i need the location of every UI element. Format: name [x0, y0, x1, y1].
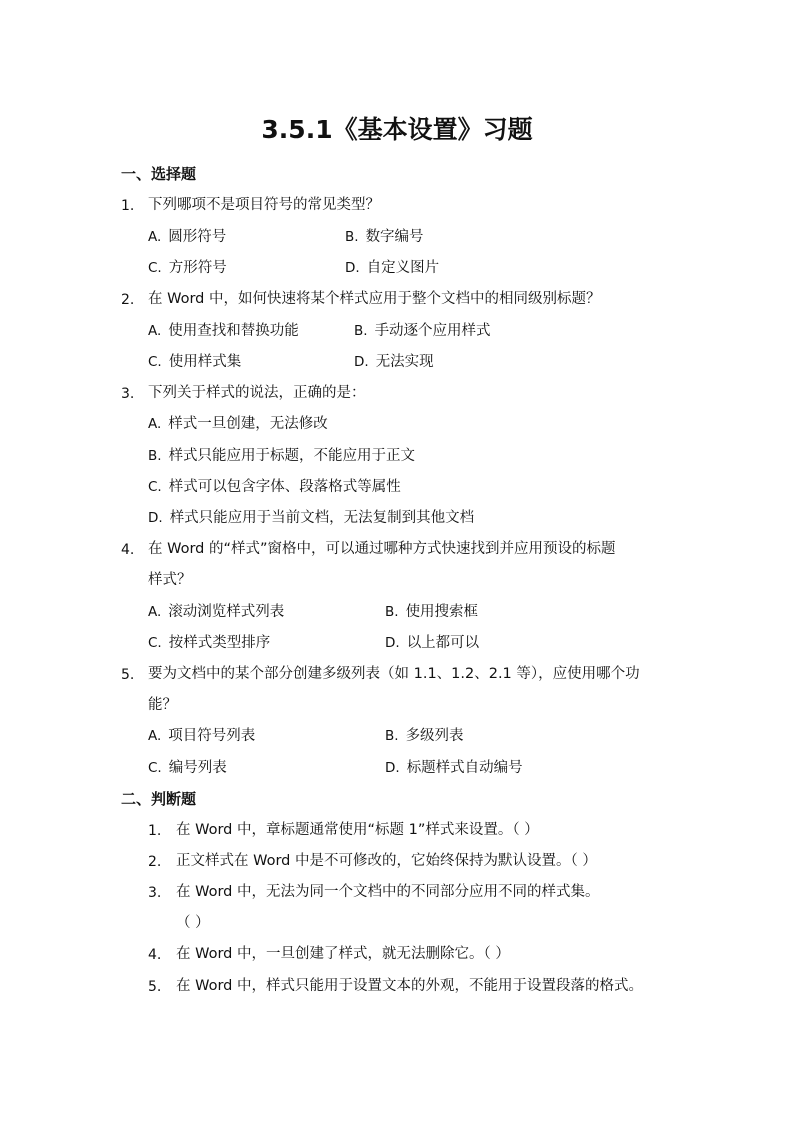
question-text-line2: 样式？ [148, 572, 192, 588]
section-heading-choice: 一、选择题 [121, 165, 197, 183]
option-b [385, 725, 464, 747]
option-letter: D. [354, 354, 369, 370]
option-text: 项目符号列表 [168, 728, 256, 744]
option-text: 样式只能应用于当前文档，无法复制到其他文档 [169, 510, 475, 526]
option-a [148, 725, 255, 747]
judgment-text: 正文样式在 Word 中是不可修改的，它始终保持为默认设置。（ ） [176, 853, 597, 869]
option-text: 无法实现 [375, 354, 434, 370]
question-number: 2. [121, 292, 135, 308]
option-c [148, 476, 401, 498]
question-text: 下列关于样式的说法，正确的是： [148, 385, 366, 401]
question-text-line1: 要为文档中的某个部分创建多级列表（如 1.1、1.2、2.1 等），应使用哪个功 [148, 666, 640, 682]
option-letter: C. [148, 479, 162, 495]
option-text: 标题样式自动编号 [406, 760, 523, 776]
judgment-number: 5. [148, 979, 162, 995]
option-a [148, 413, 328, 435]
option-c [148, 257, 227, 279]
option-b [148, 445, 415, 467]
option-letter: D. [385, 760, 400, 776]
option-letter: B. [345, 229, 359, 245]
judgment-number: 4. [148, 947, 162, 963]
option-d [385, 632, 479, 654]
option-text: 数字编号 [365, 229, 424, 245]
option-text: 自定义图片 [366, 260, 440, 276]
judgment-text: 在 Word 中，一旦创建了样式，就无法删除它。（ ） [176, 946, 510, 962]
option-text: 样式一旦创建，无法修改 [168, 416, 328, 432]
option-a [148, 226, 226, 248]
option-letter: B. [148, 448, 162, 464]
question-text-line2: 能？ [148, 697, 177, 713]
option-text: 编号列表 [168, 760, 227, 776]
question-number: 1. [121, 198, 135, 214]
option-text: 使用搜索框 [405, 604, 479, 620]
question-number: 4. [121, 542, 135, 558]
option-text: 方形符号 [168, 260, 227, 276]
option-c [148, 757, 227, 779]
option-text: 使用查找和替换功能 [168, 323, 299, 339]
option-letter: C. [148, 354, 162, 370]
option-letter: D. [385, 635, 400, 651]
question-text: 下列哪项不是项目符号的常见类型？ [148, 197, 380, 213]
option-d [148, 507, 474, 529]
option-b [345, 226, 424, 248]
option-d [345, 257, 439, 279]
judgment-number: 2. [148, 854, 162, 870]
option-letter: A. [148, 416, 162, 432]
option-text: 手动逐个应用样式 [374, 323, 491, 339]
option-d [354, 351, 434, 373]
option-c [148, 632, 270, 654]
document-title: 3.5.1《基本设置》习题 [261, 115, 533, 144]
option-c [148, 351, 241, 373]
question-text-line1: 在 Word 的“样式”窗格中，可以通过哪种方式快速找到并应用预设的标题 [148, 541, 616, 557]
question-number: 5. [121, 667, 135, 683]
judgment-number: 1. [148, 823, 162, 839]
option-letter: A. [148, 604, 162, 620]
option-letter: C. [148, 760, 162, 776]
option-text: 样式只能应用于标题，不能应用于正文 [168, 448, 416, 464]
option-text: 圆形符号 [168, 229, 227, 245]
judgment-text: 在 Word 中，样式只能用于设置文本的外观，不能用于设置段落的格式。 [176, 978, 643, 994]
judgment-text-line1: 在 Word 中，无法为同一个文档中的不同部分应用不同的样式集。 [176, 884, 600, 900]
option-letter: D. [345, 260, 360, 276]
option-letter: B. [385, 604, 399, 620]
option-letter: A. [148, 323, 162, 339]
judgment-text-line2: （ ） [176, 915, 210, 931]
option-b [354, 320, 491, 342]
judgment-text: 在 Word 中，章标题通常使用“标题 1”样式来设置。（ ） [176, 822, 539, 838]
option-a [148, 601, 284, 623]
option-letter: A. [148, 728, 162, 744]
option-letter: D. [148, 510, 163, 526]
option-b [385, 601, 478, 623]
question-number: 3. [121, 386, 135, 402]
option-a [148, 320, 299, 342]
option-d [385, 757, 523, 779]
option-letter: C. [148, 260, 162, 276]
question-text: 在 Word 中，如何快速将某个样式应用于整个文档中的相同级别标题？ [148, 291, 601, 307]
option-text: 使用样式集 [168, 354, 242, 370]
option-letter: B. [354, 323, 368, 339]
option-text: 滚动浏览样式列表 [168, 604, 285, 620]
section-heading-judgment: 二、判断题 [121, 790, 197, 808]
option-text: 按样式类型排序 [168, 635, 271, 651]
judgment-number: 3. [148, 885, 162, 901]
option-letter: A. [148, 229, 162, 245]
option-letter: B. [385, 728, 399, 744]
option-text: 样式可以包含字体、段落格式等属性 [168, 479, 401, 495]
option-text: 多级列表 [405, 728, 464, 744]
option-letter: C. [148, 635, 162, 651]
option-text: 以上都可以 [406, 635, 480, 651]
